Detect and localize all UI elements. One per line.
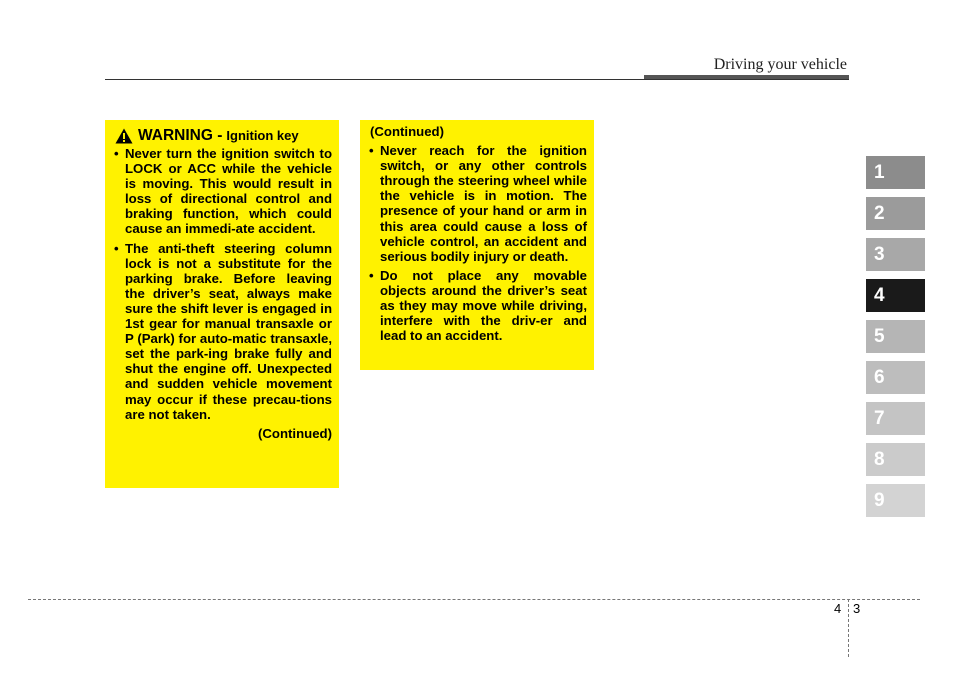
warning-subject: Ignition key: [226, 128, 299, 144]
chapter-tab-2[interactable]: [866, 197, 925, 230]
chapter-tab-label: 3: [874, 243, 885, 265]
warning-list-1: [115, 146, 332, 422]
continued-label: (Continued): [258, 425, 332, 441]
chapter-tab-3[interactable]: [866, 238, 925, 271]
warning-item: • Never reach for the ignition switch, or any other controls through the steering wheel while the vehicle is in motion. The presence of your hand or arm in this area could cause a loss of vehicle control, an accident and serious bodily injury or death.: [370, 143, 587, 264]
chapter-tabs: [866, 156, 925, 525]
chapter-tab-label: 9: [874, 489, 885, 511]
chapter-tab-label: 6: [874, 366, 885, 388]
warning-box-part1: [105, 120, 339, 488]
warning-item: • The anti-theft steering column lock is not a substitute for the parking brake. Before leaving the driver’s seat, always make sure the shift lever is engaged in 1st gear for manual transaxle or P (Park) for auto-matic transaxle, set the park-ing brake fully and shut the engine off. Unexpected and sudden vehicle movement may occur if these precau-tions are not taken.: [115, 241, 332, 422]
warning-triangle-icon: [115, 128, 133, 144]
chapter-tab-1[interactable]: [866, 156, 925, 189]
footer-page-divider: [848, 599, 849, 657]
chapter-tab-label: 7: [874, 407, 885, 429]
continued-label: (Continued): [370, 124, 444, 139]
chapter-tab-9[interactable]: [866, 484, 925, 517]
chapter-tab-8[interactable]: [866, 443, 925, 476]
warning-list-2: [370, 143, 587, 343]
chapter-tab-label: 4: [874, 284, 885, 306]
header-divider: [105, 79, 849, 80]
footer-page-number: 3: [853, 601, 861, 616]
page-section-title: Driving your vehicle: [713, 56, 847, 73]
warning-label: WARNING -: [138, 127, 223, 145]
chapter-tab-label: 8: [874, 448, 885, 470]
chapter-tab-label: 2: [874, 202, 885, 224]
chapter-tab-4[interactable]: [866, 279, 925, 312]
warning-item: • Do not place any movable objects around the driver’s seat as they may move while driving, interfere with the driv-er and lead to an accident.: [370, 268, 587, 343]
warning-box-part2: [360, 120, 594, 370]
warning-item: • Never turn the ignition switch to LOCK or ACC while the vehicle is moving. This would result in loss of directional control and braking function, which could cause an immedi-ate accident.: [115, 146, 332, 237]
chapter-tab-label: 1: [874, 161, 885, 183]
chapter-tab-5[interactable]: [866, 320, 925, 353]
footer-chapter-number: 4: [834, 601, 842, 616]
footer-divider: [28, 599, 920, 600]
chapter-tab-7[interactable]: [866, 402, 925, 435]
warning-heading: [115, 128, 332, 144]
chapter-tab-label: 5: [874, 325, 885, 347]
chapter-tab-6[interactable]: [866, 361, 925, 394]
